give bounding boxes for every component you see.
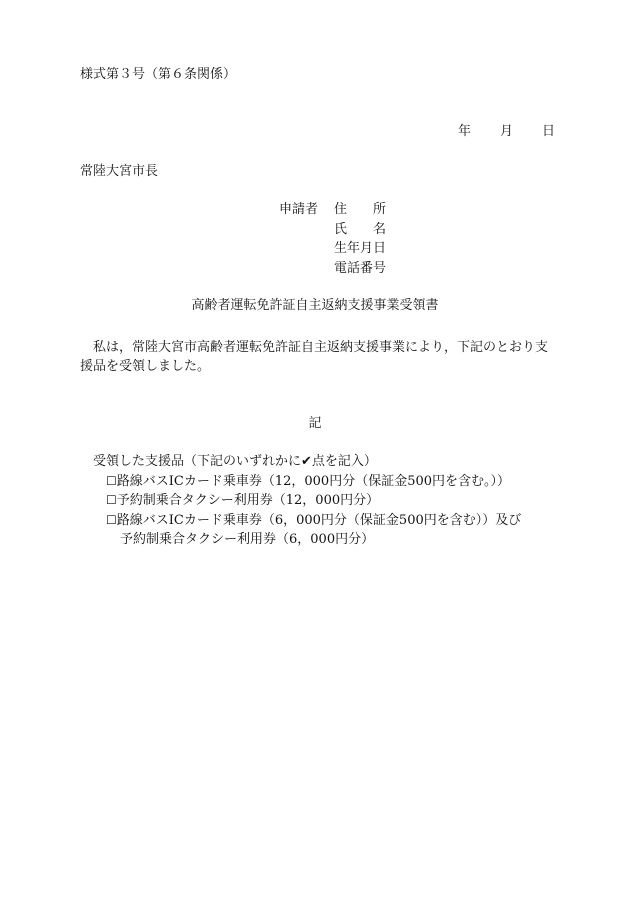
recipient: 常陸大宮市長 (80, 164, 159, 179)
date-year-label: 年 (458, 124, 472, 139)
date-month-label: 月 (500, 124, 514, 139)
applicant-name-label (334, 223, 386, 236)
document-title: 高齢者運転免許証自主返納支援事業受領書 (191, 298, 439, 313)
ki-heading: 記 (308, 416, 322, 431)
list-item (106, 494, 379, 507)
name-char-2: 名 (372, 222, 386, 237)
list-item (106, 475, 510, 488)
items-intro: 受領した支援品（下記のいずれかに✔点を記入） (93, 454, 377, 469)
checkbox-icon[interactable]: ☐ (106, 474, 117, 488)
checkbox-icon[interactable]: ☐ (106, 493, 117, 507)
name-char-1: 氏 (334, 222, 348, 237)
list-item (106, 514, 521, 527)
form-number: 様式第３号（第６条関係） (80, 67, 237, 82)
checkbox-icon[interactable]: ☐ (106, 513, 117, 527)
body-paragraph: 私は，常陸大宮市高齢者運転免許証自主返納支援事業により，下記のとおり支援品を受領しました。 (80, 340, 549, 374)
list-item-label: 路線バスICカード乗車券（6，000円分（保証金500円を含む））及び (116, 513, 522, 528)
applicant-birthdate-label: 生年月日 (334, 241, 387, 256)
applicant-label: 申請者 (279, 202, 319, 217)
list-item-continuation: 予約制乗合タクシー利用券（6，000円分） (120, 532, 375, 547)
date-day-label: 日 (542, 124, 556, 139)
list-item-label: 路線バスICカード乗車券（12，000円分（保証金500円を含む。）） (116, 474, 511, 489)
list-item-label: 予約制乗合タクシー利用券（12，000円分） (116, 493, 380, 508)
address-char-1: 住 (334, 202, 348, 217)
address-char-2: 所 (372, 202, 386, 217)
applicant-phone-label: 電話番号 (334, 261, 387, 276)
applicant-address-label (334, 203, 386, 216)
